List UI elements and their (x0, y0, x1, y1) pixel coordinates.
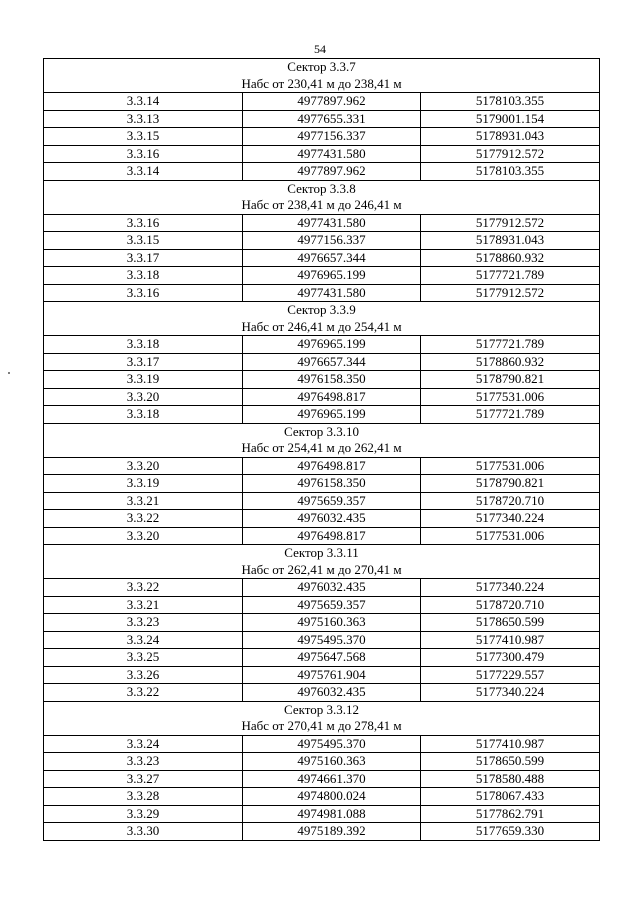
y-coordinate-cell: 5177862.791 (421, 805, 600, 823)
x-coordinate-cell: 4975659.357 (243, 596, 421, 614)
y-coordinate-cell: 5177721.789 (421, 336, 600, 354)
x-coordinate-cell: 4976965.199 (243, 267, 421, 285)
point-id-cell: 3.3.18 (44, 267, 243, 285)
point-id-cell: 3.3.19 (44, 371, 243, 389)
table-row (44, 163, 600, 181)
table-row (44, 492, 600, 510)
sector-header (44, 59, 600, 93)
point-id-cell: 3.3.22 (44, 510, 243, 528)
sector-header (44, 701, 600, 735)
y-coordinate-cell: 5178580.488 (421, 770, 600, 788)
sector-elevation-range: Набс от 270,41 м до 278,41 м (241, 718, 402, 733)
table-row (44, 128, 600, 146)
table-row (44, 631, 600, 649)
point-id-cell: 3.3.18 (44, 406, 243, 424)
point-id-cell: 3.3.29 (44, 805, 243, 823)
y-coordinate-cell: 5177229.557 (421, 666, 600, 684)
point-id-cell: 3.3.25 (44, 649, 243, 667)
point-id-cell: 3.3.22 (44, 579, 243, 597)
point-id-cell: 3.3.17 (44, 353, 243, 371)
x-coordinate-cell: 4976657.344 (243, 249, 421, 267)
table-row (44, 475, 600, 493)
x-coordinate-cell: 4977156.337 (243, 128, 421, 146)
sector-elevation-range: Набс от 262,41 м до 270,41 м (241, 561, 402, 577)
x-coordinate-cell: 4976965.199 (243, 406, 421, 424)
y-coordinate-cell: 5178650.599 (421, 753, 600, 771)
scan-speck (8, 372, 10, 374)
sector-elevation-range: Набс от 230,41 м до 238,41 м (241, 75, 402, 91)
table-row (44, 735, 600, 753)
point-id-cell: 3.3.15 (44, 128, 243, 146)
point-id-cell: 3.3.26 (44, 666, 243, 684)
y-coordinate-cell: 5178650.599 (421, 614, 600, 632)
table-row (44, 93, 600, 111)
x-coordinate-cell: 4977431.580 (243, 145, 421, 163)
y-coordinate-cell: 5178720.710 (421, 596, 600, 614)
point-id-cell: 3.3.24 (44, 735, 243, 753)
table-row (44, 267, 600, 285)
point-id-cell: 3.3.20 (44, 388, 243, 406)
table-row (44, 614, 600, 632)
point-id-cell: 3.3.16 (44, 284, 243, 302)
sector-header-row (44, 423, 600, 457)
x-coordinate-cell: 4976032.435 (243, 579, 421, 597)
x-coordinate-cell: 4976498.817 (243, 457, 421, 475)
y-coordinate-cell: 5178790.821 (421, 475, 600, 493)
point-id-cell: 3.3.13 (44, 110, 243, 128)
y-coordinate-cell: 5177340.224 (421, 510, 600, 528)
y-coordinate-cell: 5177531.006 (421, 388, 600, 406)
sector-header-row (44, 59, 600, 93)
x-coordinate-cell: 4975160.363 (243, 614, 421, 632)
y-coordinate-cell: 5178790.821 (421, 371, 600, 389)
table-row (44, 284, 600, 302)
x-coordinate-cell: 4977655.331 (243, 110, 421, 128)
x-coordinate-cell: 4975495.370 (243, 735, 421, 753)
x-coordinate-cell: 4976498.817 (243, 388, 421, 406)
x-coordinate-cell: 4976032.435 (243, 684, 421, 702)
point-id-cell: 3.3.16 (44, 214, 243, 232)
x-coordinate-cell: 4977897.962 (243, 93, 421, 111)
coordinates-table-body (44, 59, 600, 841)
sector-title: Сектор 3.3.7 (287, 59, 356, 74)
sector-title: Сектор 3.3.10 (284, 423, 360, 439)
table-row (44, 371, 600, 389)
table-row (44, 336, 600, 354)
x-coordinate-cell: 4976158.350 (243, 371, 421, 389)
table-row (44, 510, 600, 528)
y-coordinate-cell: 5178931.043 (421, 128, 600, 146)
sector-elevation-range: Набс от 246,41 м до 254,41 м (241, 318, 402, 334)
x-coordinate-cell: 4976498.817 (243, 527, 421, 545)
sector-elevation-range: Набс от 254,41 м до 262,41 м (241, 440, 402, 455)
x-coordinate-cell: 4975189.392 (243, 823, 421, 841)
y-coordinate-cell: 5177531.006 (421, 527, 600, 545)
x-coordinate-cell: 4977156.337 (243, 232, 421, 250)
x-coordinate-cell: 4975160.363 (243, 753, 421, 771)
table-row (44, 145, 600, 163)
y-coordinate-cell: 5177300.479 (421, 649, 600, 667)
y-coordinate-cell: 5178067.433 (421, 788, 600, 806)
sector-header (44, 302, 600, 336)
sector-header (44, 545, 600, 579)
point-id-cell: 3.3.18 (44, 336, 243, 354)
y-coordinate-cell: 5178720.710 (421, 492, 600, 510)
point-id-cell: 3.3.21 (44, 492, 243, 510)
x-coordinate-cell: 4976032.435 (243, 510, 421, 528)
x-coordinate-cell: 4974800.024 (243, 788, 421, 806)
point-id-cell: 3.3.16 (44, 145, 243, 163)
table-row (44, 388, 600, 406)
sector-header-row (44, 180, 600, 214)
x-coordinate-cell: 4975647.568 (243, 649, 421, 667)
y-coordinate-cell: 5178860.932 (421, 353, 600, 371)
sector-title: Сектор 3.3.11 (284, 545, 359, 560)
x-coordinate-cell: 4974981.088 (243, 805, 421, 823)
x-coordinate-cell: 4976965.199 (243, 336, 421, 354)
x-coordinate-cell: 4976657.344 (243, 353, 421, 371)
table-row (44, 110, 600, 128)
y-coordinate-cell: 5177410.987 (421, 735, 600, 753)
table-row (44, 579, 600, 597)
table-row (44, 649, 600, 667)
sector-title: Сектор 3.3.8 (287, 180, 356, 196)
y-coordinate-cell: 5179001.154 (421, 110, 600, 128)
page-number: 54 (314, 42, 326, 56)
table-row (44, 770, 600, 788)
y-coordinate-cell: 5177659.330 (421, 823, 600, 841)
x-coordinate-cell: 4975659.357 (243, 492, 421, 510)
point-id-cell: 3.3.14 (44, 93, 243, 111)
y-coordinate-cell: 5178931.043 (421, 232, 600, 250)
point-id-cell: 3.3.23 (44, 753, 243, 771)
y-coordinate-cell: 5177912.572 (421, 284, 600, 302)
y-coordinate-cell: 5177721.789 (421, 267, 600, 285)
sector-elevation-range: Набс от 238,41 м до 246,41 м (241, 197, 402, 212)
table-row (44, 214, 600, 232)
sector-header-row (44, 701, 600, 735)
y-coordinate-cell: 5177721.789 (421, 406, 600, 424)
x-coordinate-cell: 4977897.962 (243, 163, 421, 181)
point-id-cell: 3.3.19 (44, 475, 243, 493)
x-coordinate-cell: 4975761.904 (243, 666, 421, 684)
point-id-cell: 3.3.20 (44, 527, 243, 545)
table-row (44, 666, 600, 684)
point-id-cell: 3.3.21 (44, 596, 243, 614)
table-row (44, 788, 600, 806)
y-coordinate-cell: 5177340.224 (421, 579, 600, 597)
y-coordinate-cell: 5177531.006 (421, 457, 600, 475)
x-coordinate-cell: 4977431.580 (243, 284, 421, 302)
point-id-cell: 3.3.22 (44, 684, 243, 702)
point-id-cell: 3.3.17 (44, 249, 243, 267)
sector-header-row (44, 545, 600, 579)
table-row (44, 527, 600, 545)
y-coordinate-cell: 5178860.932 (421, 249, 600, 267)
table-row (44, 353, 600, 371)
table-row (44, 823, 600, 841)
y-coordinate-cell: 5177912.572 (421, 145, 600, 163)
table-row (44, 805, 600, 823)
table-row (44, 249, 600, 267)
sector-title: Сектор 3.3.9 (287, 302, 356, 317)
table-row (44, 457, 600, 475)
point-id-cell: 3.3.20 (44, 457, 243, 475)
y-coordinate-cell: 5178103.355 (421, 163, 600, 181)
table-row (44, 406, 600, 424)
table-row (44, 684, 600, 702)
y-coordinate-cell: 5178103.355 (421, 93, 600, 111)
point-id-cell: 3.3.30 (44, 823, 243, 841)
coordinates-table (43, 58, 600, 841)
point-id-cell: 3.3.23 (44, 614, 243, 632)
point-id-cell: 3.3.27 (44, 770, 243, 788)
point-id-cell: 3.3.28 (44, 788, 243, 806)
sector-header-row (44, 302, 600, 336)
point-id-cell: 3.3.15 (44, 232, 243, 250)
y-coordinate-cell: 5177912.572 (421, 214, 600, 232)
sector-title: Сектор 3.3.12 (284, 701, 360, 717)
x-coordinate-cell: 4975495.370 (243, 631, 421, 649)
table-row (44, 753, 600, 771)
x-coordinate-cell: 4974661.370 (243, 770, 421, 788)
x-coordinate-cell: 4977431.580 (243, 214, 421, 232)
y-coordinate-cell: 5177340.224 (421, 684, 600, 702)
y-coordinate-cell: 5177410.987 (421, 631, 600, 649)
sector-header (44, 180, 600, 214)
point-id-cell: 3.3.14 (44, 163, 243, 181)
x-coordinate-cell: 4976158.350 (243, 475, 421, 493)
sector-header (44, 423, 600, 457)
table-row (44, 232, 600, 250)
table-row (44, 596, 600, 614)
point-id-cell: 3.3.24 (44, 631, 243, 649)
